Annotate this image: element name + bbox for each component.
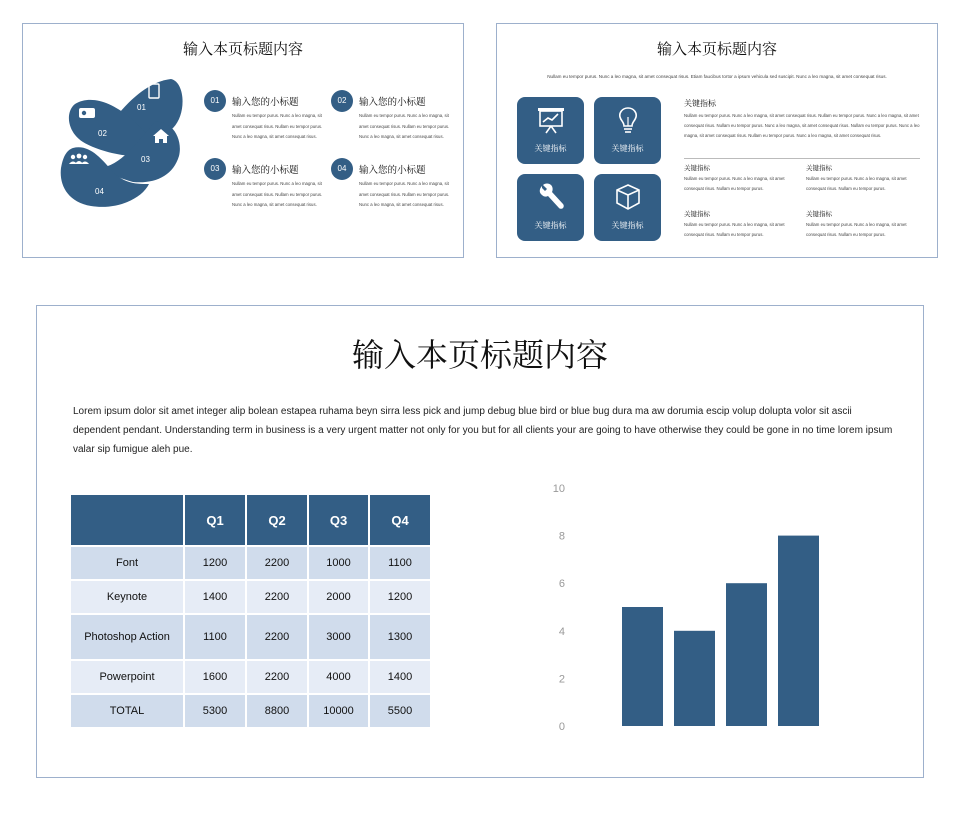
table-header-cell: Q3 [308,494,369,546]
presentation-chart-icon [536,105,566,135]
kpi-main-description: Nullam eu tempor purus. Nunc a leo magna, sit amet consequat risus. Nullam eu tempor purus. Nunc a leo magna, sit amet consequat risus. Nullam eu tempor purus. Nunc a leo magna, sit amet consequat risus. Nullam eu tempor purus. Nunc a leo magna, sit amet consequat risus. Nullam eu tempor purus. Nunc a leo magna, sit amet consequat risus. [684,113,920,138]
slide-thumbnail-1[interactable] [22,23,464,258]
kpi-block-2 [806,163,921,194]
tile-label: 关键指标 [534,221,567,230]
table-cell: 10000 [308,694,369,728]
table-header-row [70,494,431,546]
slide-thumbnail-2[interactable] [496,23,938,258]
table-cell: Keynote [70,580,184,614]
table-cell: 1100 [369,546,431,580]
item-title: 输入您的小标题 [232,97,299,108]
table-cell: 1200 [369,580,431,614]
table-cell: 1000 [308,546,369,580]
item-title: 输入您的小标题 [359,97,426,108]
tile-label: 关键指标 [534,144,567,153]
table-header-cell: Q4 [369,494,431,546]
table-cell: 1200 [184,546,246,580]
table-cell: 5500 [369,694,431,728]
kpi-tile-1 [517,97,584,164]
id-card-icon [79,108,95,118]
kpi-title: 关键指标 [806,165,832,172]
table-cell: 1100 [184,614,246,660]
kpi-tile-4 [594,174,661,241]
bar-1 [622,607,663,726]
kpi-block-1 [684,163,799,194]
table-cell: 1400 [184,580,246,614]
table-row [70,660,431,694]
divider [684,158,920,159]
table-row [70,694,431,728]
item-number-badge: 03 [204,158,226,180]
kpi-block-4 [806,209,921,240]
table-cell: 2200 [246,546,308,580]
slide-title: 输入本页标题内容 [182,41,303,58]
item-title: 输入您的小标题 [232,165,299,176]
table-cell: 4000 [308,660,369,694]
wrench-icon [536,182,566,212]
y-tick-label: 10 [552,483,565,495]
kpi-tile-2 [594,97,661,164]
petal-diagram [23,24,203,258]
table-cell: 2200 [246,660,308,694]
bar-3 [726,583,767,726]
slide-title: 输入本页标题内容 [656,41,777,58]
table-header-cell: Q2 [246,494,308,546]
table-cell: 2200 [246,614,308,660]
table-cell: 2200 [246,580,308,614]
kpi-description: Nullam eu tempor purus. Nunc a leo magna, sit amet consequat risus. Nullam eu tempor purus. [684,222,785,237]
kpi-block-3 [684,209,799,240]
kpi-title: 关键指标 [684,211,710,218]
table-cell: Font [70,546,184,580]
petal-number-04: 04 [95,187,104,196]
y-tick-label: 2 [558,673,565,686]
petal-number-02: 02 [98,129,107,138]
table-header-cell [70,494,184,546]
table-cell: Powerpoint [70,660,184,694]
kpi-description: Nullam eu tempor purus. Nunc a leo magna, sit amet consequat risus. Nullam eu tempor purus. [684,176,785,191]
kpi-description: Nullam eu tempor purus. Nunc a leo magna, sit amet consequat risus. Nullam eu tempor purus. [806,176,907,191]
table-cell: 1300 [369,614,431,660]
y-tick-label: 8 [558,530,565,543]
item-title: 输入您的小标题 [359,165,426,176]
table-cell: 8800 [246,694,308,728]
bar-2 [674,631,715,726]
y-tick-label: 6 [558,578,565,591]
table-cell: Photoshop Action [70,614,184,660]
table-cell: 5300 [184,694,246,728]
item-number-badge: 02 [331,90,353,112]
tile-label: 关键指标 [611,144,644,153]
table-cell: TOTAL [70,694,184,728]
y-tick-label: 0 [558,721,565,733]
item-description: Nullam eu tempor purus. Nunc a leo magna, sit amet consequat risus. Nullam eu tempor purus. Nunc a leo magna, sit amet consequat risus. [359,181,450,207]
kpi-title: 关键指标 [684,165,710,172]
slide-title: 输入本页标题内容 [351,337,608,373]
item-description: Nullam eu tempor purus. Nunc a leo magna, sit amet consequat risus. Nullam eu tempor purus. Nunc a leo magna, sit amet consequat risus. [232,181,323,207]
bar-chart [537,476,857,736]
lightbulb-icon [613,105,643,135]
slide-main[interactable] [36,305,924,778]
kpi-tile-3 [517,174,584,241]
y-tick-label: 4 [558,625,565,638]
item-number-badge: 04 [331,158,353,180]
table-cell: 3000 [308,614,369,660]
item-description: Nullam eu tempor purus. Nunc a leo magna, sit amet consequat risus. Nullam eu tempor purus. Nunc a leo magna, sit amet consequat risus. [232,113,323,139]
item-description: Nullam eu tempor purus. Nunc a leo magna, sit amet consequat risus. Nullam eu tempor purus. Nunc a leo magna, sit amet consequat risus. [359,113,450,139]
bar-4 [778,536,819,726]
petal-number-01: 01 [137,103,146,112]
table-cell: 1600 [184,660,246,694]
body-paragraph: Lorem ipsum dolor sit amet integer alip bolean estapea ruhama beyn sirra less pick and jump debug blue bird or blue bug dura ma aw dorumia escip volup dolupta volor sit ascii dependent pendant. Understanding term in business is a very urgent matter not only for you but for all clients your are going to have otherwise they could be gone in no time lorem ipsum valar sip fumigue aleh pue. [73,406,893,455]
table-cell: 2000 [308,580,369,614]
table-row [70,614,431,660]
table-header-cell: Q1 [184,494,246,546]
data-table [69,493,432,729]
petal-number-03: 03 [141,155,150,164]
kpi-title: 关键指标 [806,211,832,218]
table-row [70,546,431,580]
table-row [70,580,431,614]
kpi-description: Nullam eu tempor purus. Nunc a leo magna, sit amet consequat risus. Nullam eu tempor purus. [806,222,907,237]
tile-label: 关键指标 [611,221,644,230]
table-cell: 1400 [369,660,431,694]
kpi-main-title: 关键指标 [684,99,716,108]
intro-text: Nullam eu tempor purus. Nunc a leo magna, sit amet consequat risus. Etiam faucibus tortor a ipsum vehicula sed suscipit. Nunc a leo magna, sit amet consequat risus. [547,74,887,79]
box-icon [613,182,643,212]
item-number-badge: 01 [204,90,226,112]
